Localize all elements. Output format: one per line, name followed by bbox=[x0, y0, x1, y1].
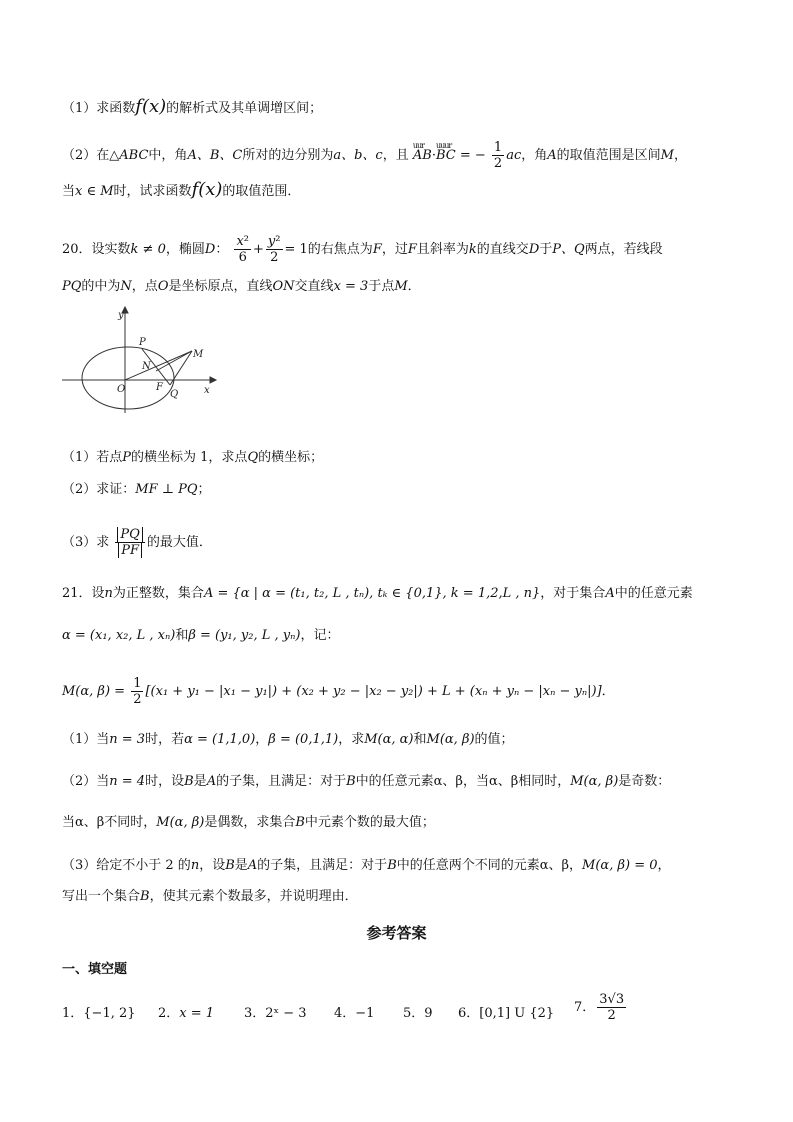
q19-part1: （1）求函数f(x)的解析式及其单调增区间； bbox=[62, 96, 323, 117]
label-o: O bbox=[117, 384, 126, 395]
q21-part2: （2）当n = 4时，设B是A的子集，且满足：对于B中的任意元素α、β，当α、β相同时，M(α, β)是奇数： bbox=[62, 774, 671, 789]
answer-7: 7． $\frac{3√3}{2}$ bbox=[574, 992, 625, 1023]
ellipse bbox=[82, 347, 174, 409]
q21-part3: （3）给定不小于 2 的n，设B是A的子集，且满足：对于B中的任意两个不同的元素α、β，M(α, β) = 0， bbox=[62, 858, 671, 873]
q21-part3-cont: 写出一个集合B，使其元素个数最多，并说明理由． bbox=[62, 889, 358, 904]
label-f: F bbox=[156, 382, 163, 393]
label-y: y bbox=[118, 310, 124, 321]
q20-part1: （1）若点P的横坐标为 1，求点Q的横坐标； bbox=[62, 450, 324, 465]
q20-part2: （2）求证：MF ⊥ PQ； bbox=[62, 482, 211, 497]
q19-part2-cont: 当x ∈ M时，试求函数f(x)的取值范围． bbox=[62, 179, 301, 200]
q20-stem: 20．设实数k ≠ 0，椭圆D： $\frac{\text{x²}}{6}$ + $\frac{\text{y²}}{2}$ = 1的右焦点为F，过F且斜率为k的直线交D于P、Q两点，若线段 bbox=[62, 234, 663, 265]
answer-6: 6．[0,1] U {2} bbox=[458, 1006, 555, 1021]
label-n: N bbox=[142, 361, 151, 372]
q21-stem-cont: α = (x₁, x₂, L , xₙ)和β = (y₁, y₂, L , yₙ)，记： bbox=[62, 628, 340, 643]
q20-stem-cont: PQ的中为N，点O是坐标原点，直线ON交直线x = 3于点M． bbox=[62, 279, 421, 294]
q21-part2-cont: 当α、β不同时，M(α, β)是偶数，求集合B中元素个数的最大值； bbox=[62, 815, 435, 830]
answers-title: 参考答案 bbox=[366, 924, 427, 942]
answers-section-fill-in: 一、填空题 bbox=[62, 962, 128, 977]
label-m: M bbox=[193, 349, 204, 360]
line-fm bbox=[156, 351, 192, 371]
fraction-half: $\frac{1}{2}$ bbox=[493, 140, 503, 171]
vector-ab: uur AB bbox=[412, 141, 432, 163]
q19-part2: （2）在△ABC中，角A、B、C所对的边分别为a、b、c，且 uur AB· uuur BC = − $\frac{1}{2}$ ac，角A的取值范围是区间M， bbox=[62, 140, 687, 171]
q21-part1: （1）当n = 3时，若α = (1,1,0)，β = (0,1,1)，求M(α, α)和M(α, β)的值； bbox=[62, 732, 514, 747]
label-p: P bbox=[139, 337, 146, 348]
answer-4: 4．−1 bbox=[334, 1006, 375, 1021]
vector-bc: uuur BC bbox=[435, 141, 456, 163]
ellipse-figure bbox=[62, 305, 222, 415]
q21-formula: M(α, β) = $\frac{1}{2}$ [(x₁ + y₁ − |x₁ − y₁|) + (x₂ + y₂ − |x₂ − y₂|) + L + (xₙ + yₙ − |xₙ − yₙ|)]． bbox=[62, 676, 615, 707]
answer-2: 2．x = 1 bbox=[158, 1006, 215, 1021]
q21-stem: 21．设n为正整数，集合A = {α | α = (t₁, t₂, L , tₙ), tₖ ∈ {0,1}, k = 1,2,L , n}，对于集合A中的任意元素 bbox=[62, 586, 693, 601]
x-axis-arrow bbox=[210, 377, 216, 383]
label-q: Q bbox=[170, 389, 179, 400]
answer-3: 3．2ˣ − 3 bbox=[244, 1006, 307, 1021]
q20-part3: （3）求 $\frac{PQ}{PF}$ 的最大值． bbox=[62, 527, 212, 558]
answer-5: 5．9 bbox=[403, 1006, 433, 1021]
label-x: x bbox=[204, 385, 210, 396]
answer-1: 1．{−1, 2} bbox=[62, 1006, 136, 1021]
